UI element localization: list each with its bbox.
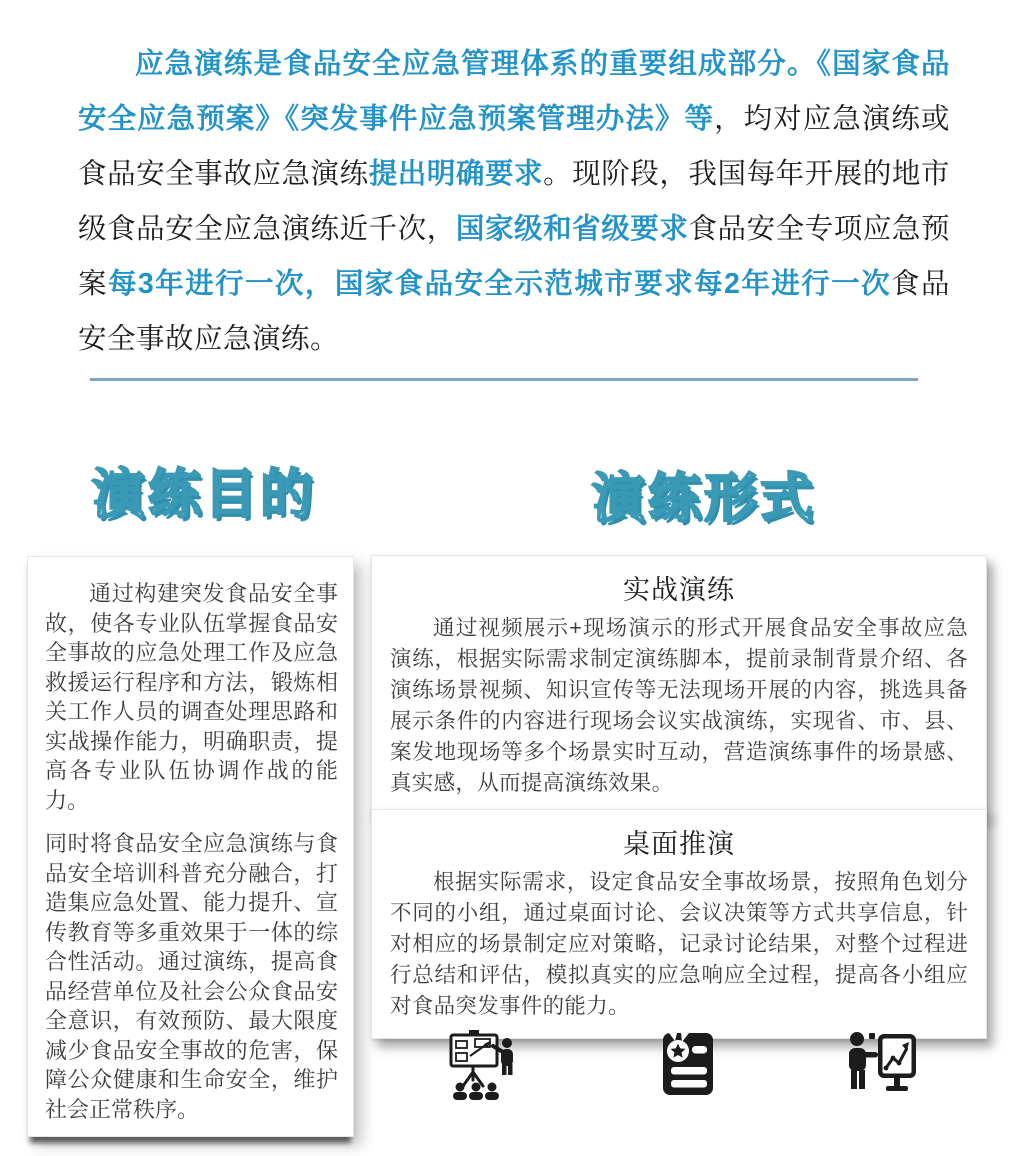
intro-segment: 食品安全事故应急演练。 [78,267,950,355]
intro-paragraph [78,37,950,367]
section-divider [90,378,918,381]
intro-segment: 。现阶段，我国每年开展的地市级食品安全应急演练近千次， [78,157,950,245]
intro-segment: ，均对应急演练或食品安全事故应急演练 [78,102,950,190]
tabletop-exercise-card [371,809,987,1039]
certificate-checklist-icon [650,1028,726,1100]
live-drill-title: 实战演练 [623,575,735,605]
live-drill-body: 通过视频展示+现场演示的形式开展食品安全事故应急演练，根据实际需求制定演练脚本，提前录制背景介绍、各演练场景视频、知识宣传等无法现场开展的内容，挑选具备展示条件的内容进行现场会议实战演练，实现省、市、县、案发地现场等多个场景实时互动，营造演练事件的场景感、真实感，从而提高演练效果。 [390,616,968,795]
icons-row [0,1028,1024,1100]
intro-segment: 应急演练是食品安全应急管理体系的重要组成部分。《国家食品安全应急预案》《突发事件应急预案管理办法》等 [78,47,950,135]
live-drill-card [371,555,987,816]
intro-segment: 食品安全专项应急预案 [78,212,950,300]
presentation-training-icon [446,1028,522,1100]
heading-drill-format: 演练形式 [592,469,816,528]
presenter-chart-icon [844,1028,920,1100]
intro-segment: 国家级和省级要求 [455,212,689,245]
purpose-paragraph-1: 通过构建突发食品安全事故，使各专业队伍掌握食品安全事故的应急处理工作及应急救援运行程序和方法，锻炼相关工作人员的调查处理思路和实战操作能力，明确职责，提高各专业队伍协调作战的能力。 [45,581,338,813]
intro-segment: 提出明确要求 [368,157,544,190]
intro-segment: 每3年进行一次，国家食品安全示范城市要求每2年进行一次 [107,267,892,300]
tabletop-exercise-body: 根据实际需求，设定食品安全事故场景，按照角色划分不同的小组，通过桌面讨论、会议决策等方式共享信息，针对相应的场景制定应对策略，记录讨论结果，对整个过程进行总结和评估，模拟真实的应急响应全过程，提高各小组应对食品突发事件的能力。 [390,870,968,1018]
purpose-paragraph-2: 同时将食品安全应急演练与食品安全培训科普充分融合，打造集应急处置、能力提升、宣传教育等多重效果于一体的综合性活动。通过演练，提高食品经营单位及社会公众食品安全意识，有效预防、最大限度减少食品安全事故的危害，保障公众健康和生命安全，维护社会正常秩序。 [45,831,338,1122]
heading-drill-purpose: 演练目的 [92,465,316,524]
tabletop-exercise-title: 桌面推演 [623,829,735,859]
